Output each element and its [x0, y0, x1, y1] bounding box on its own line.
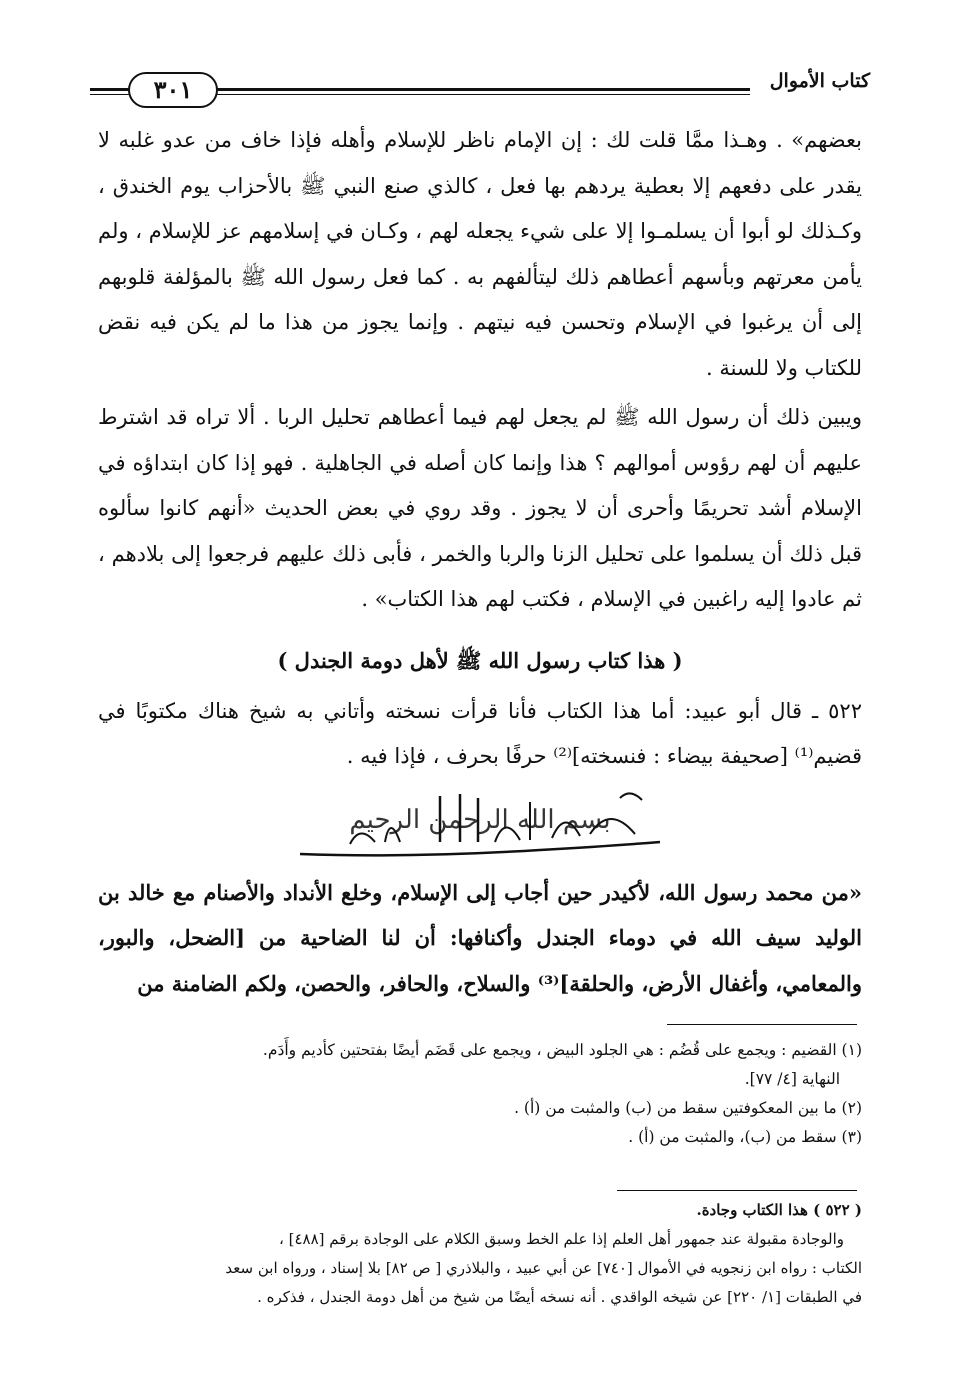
footnotes: [96, 1036, 862, 1152]
basmala-calligraphy: [290, 784, 670, 868]
book-title: كتاب الأموال: [769, 70, 870, 92]
paragraph-4-letter: «من محمد رسول الله، لأكيدر حين أجاب إلى الإسلام، وخلع الأنداد والأصنام مع خالد بن الوليد سيف الله في دوماء الجندل وأكنافها: أن لنا الضاحية من [الضحل، والبور، والمعامي، وأغفال الأرض، والحلقة]⁽³⁾ والسلاح، والحافر، والحصن، ولكم الضامنة من: [98, 879, 862, 996]
commentary-line-1: والوجادة مقبولة عند جمهور أهل العلم إذا علم الخط وسبق الكلام على الوجادة برقم [٤٨٨] ،: [279, 1230, 844, 1248]
commentary-rule: [617, 1190, 857, 1191]
commentary-line-2: الكتاب : رواه ابن زنجويه في الأموال [٧٤٠] عن أبي عبيد ، والبلاذري [ ص ٨٢] بلا إسناد ، ورواه ابن سعد: [225, 1259, 862, 1277]
commentary-line-3: في الطبقات [١/ ٢٢٠] عن شيخه الواقدي . أنه نسخه أيضًا من شيخ من أهل دومة الجندل ، فذكره .: [257, 1288, 862, 1306]
footnote-1: (١) القضيم : ويجمع على قُضُم : هي الجلود البيض ، ويجمع على قَضَم أيضًا بفتحتين كأديم وأَدَم.: [262, 1041, 862, 1059]
page-header: [90, 64, 870, 114]
paragraph-1: بعضهم» . وهـذا ممَّا قلت لك : إن الإمام ناظر للإسلام وأهله فإذا خاف من عدو غلبه لا يقدر على دفعهم إلا بعطية يردهم بها فعل ، كالذي صنع النبي ﷺ بالأحزاب يوم الخندق ، وكـذلك لو أبوا أن يسلمـوا إلا على شيء يجعله لهم ، وكـان في إسلامهم عز للإسلام ، ولم يأمن معرتهم وبأسهم أعطاهم ذلك ليتألفهم به . كما فعل رسول الله ﷺ بالمؤلفة قلوبهم إلى أن يرغبوا في الإسلام وتحسن فيه نيتهم . وإنما يجوز من هذا ما لم يكن فيه نقض للكتاب ولا للسنة .: [98, 128, 862, 380]
footnote-rule: [667, 1024, 857, 1025]
footnote-1-source: النهاية [٤/ ٧٧].: [744, 1070, 840, 1088]
footnote-2: (٢) ما بين المعكوفتين سقط من (ب) والمثبت من (أ) .: [514, 1099, 862, 1117]
commentary-title: ( ٥٢٢ ) هذا الكتاب وجادة.: [696, 1201, 862, 1219]
commentary: [96, 1196, 862, 1312]
basmala-text: بسم الله الرحمن الرحيم: [349, 804, 611, 835]
section-heading: ( هذا كتاب رسول الله ﷺ لأهل دومة الجندل ): [277, 647, 683, 673]
main-text: [98, 118, 862, 1006]
paragraph-2: ويبين ذلك أن رسول الله ﷺ لم يجعل لهم فيما أعطاهم تحليل الربا . ألا تراه قد اشترط عليهم أن لهم رؤوس أموالهم ؟ هذا وإنما كان أصله في الجاهلية . فهو إذا كان ابتداؤه في الإسلام أشد تحريمًا وأحرى أن لا يجوز . وقد روي في بعض الحديث «أنهم كانوا سألوه قبل ذلك أن يسلموا على تحليل الزنا والربا والخمر ، فأبى ذلك عليهم فرجعوا إلى بلادهم ، ثم عادوا إليه راغبين في الإسلام ، فكتب لهم هذا الكتاب» .: [98, 405, 862, 611]
paragraph-3: ٥٢٢ ـ قال أبو عبيد: أما هذا الكتاب فأنا قرأت نسخته وأتاني به شيخ هناك مكتوبًا في قضيم⁽¹⁾ [صحيفة بيضاء : فنسخته]⁽²⁾ حرفًا بحرف ، فإذا فيه .: [98, 698, 862, 768]
footnote-3: (٣) سقط من (ب)، والمثبت من (أ) .: [628, 1128, 862, 1146]
page-number: ٣٠١: [128, 72, 218, 108]
